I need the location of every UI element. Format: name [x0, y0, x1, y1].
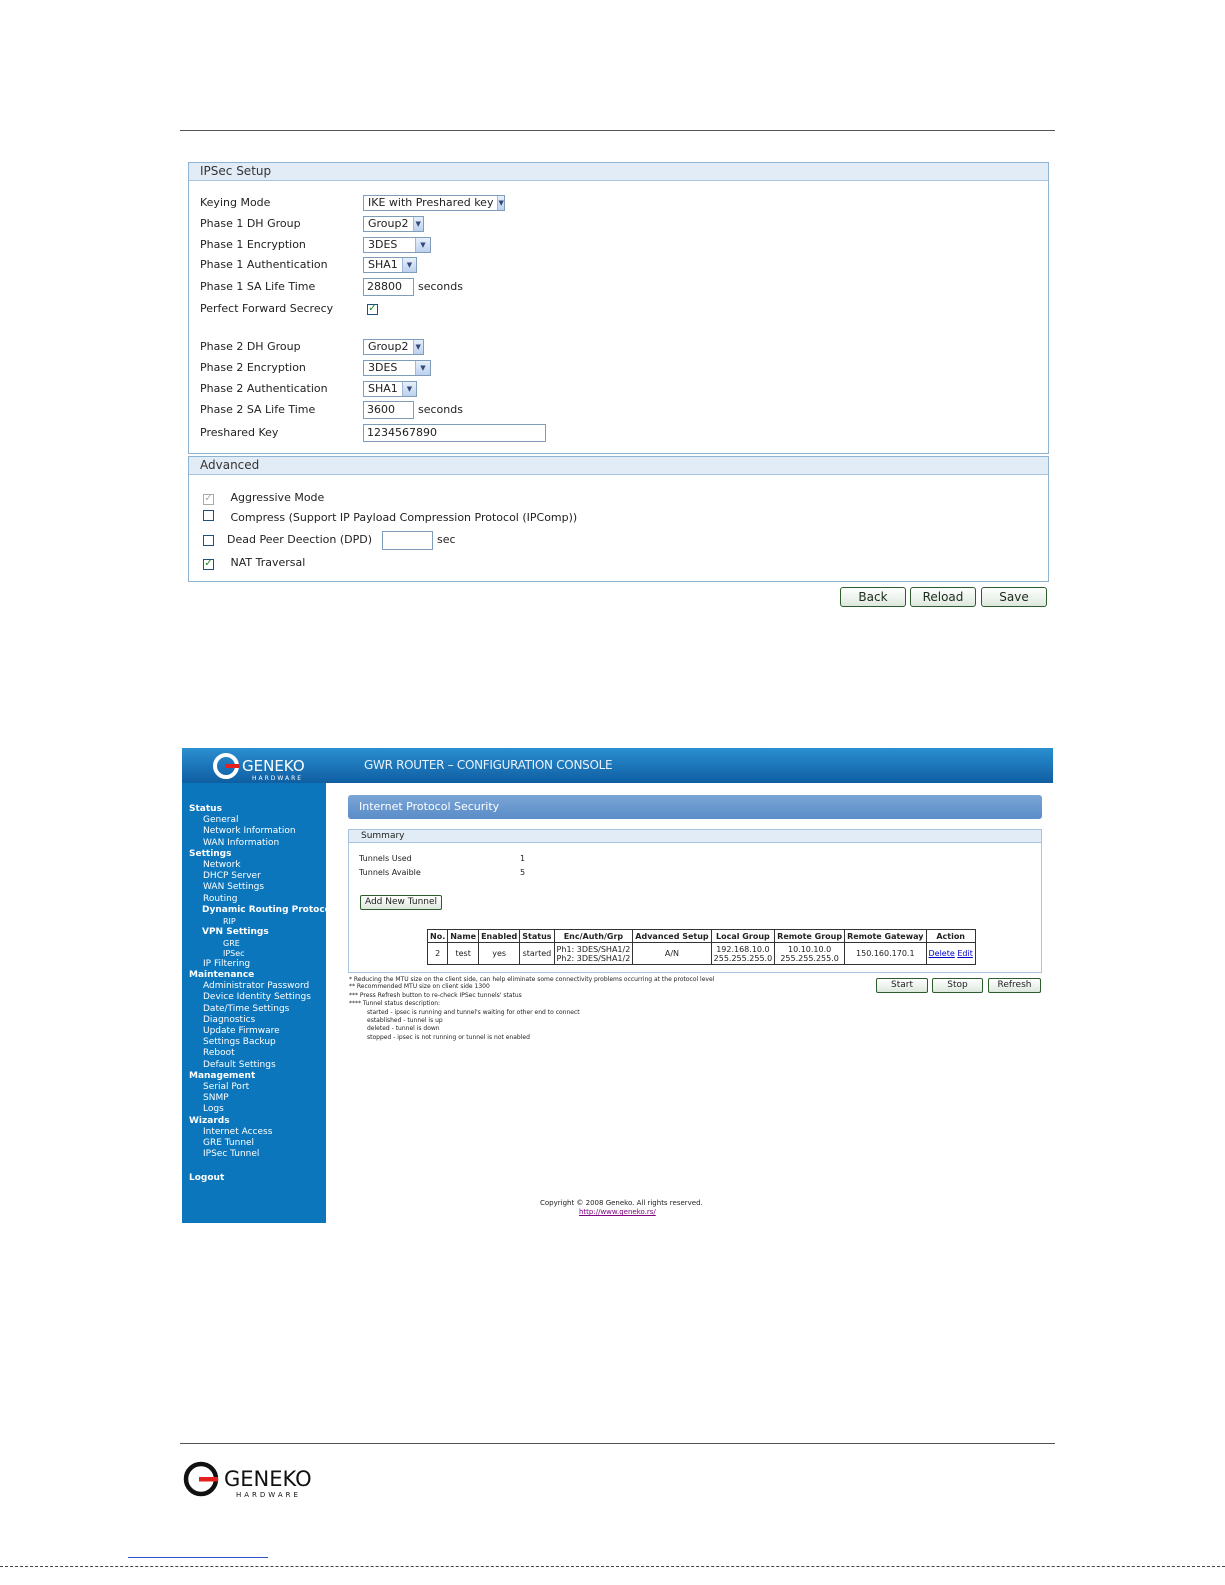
cell-enc: Ph1: 3DES/SHA1/2 Ph2: 3DES/SHA1/2: [554, 943, 633, 965]
phase2-life-unit: seconds: [418, 403, 463, 416]
phase1-dh-label: Phase 1 DH Group: [200, 217, 301, 230]
advanced-panel: [188, 456, 1049, 582]
note: ** Recommended MTU size on client side 1300: [349, 983, 490, 990]
col-action: Action: [926, 930, 975, 943]
sidebar-item-general[interactable]: General: [203, 815, 239, 826]
svg-text:GENEKO: GENEKO: [242, 757, 305, 775]
cell-no: 2: [428, 943, 448, 965]
sidebar-item-gre[interactable]: GRE: [223, 938, 240, 948]
tunnels-table: [427, 929, 976, 965]
sidebar-item-reboot[interactable]: Reboot: [203, 1048, 235, 1059]
phase2-enc-label: Phase 2 Encryption: [200, 361, 306, 374]
panel-title: Advanced: [189, 457, 1048, 475]
sidebar-item-network-information[interactable]: Network Information: [203, 826, 296, 837]
svg-text:HARDWARE: HARDWARE: [236, 1491, 301, 1499]
chevron-down-icon: ▼: [413, 217, 424, 231]
phase1-dh-select[interactable]: Group2 ▼: [363, 216, 424, 232]
aggressive-mode-label: Aggressive Mode: [230, 491, 325, 504]
tunnels-available-label: Tunnels Avaible: [359, 868, 421, 877]
phase2-enc-select[interactable]: 3DES ▼: [363, 360, 431, 376]
sidebar-item-dynamic-routing-protocol[interactable]: Dynamic Routing Protocol: [202, 904, 334, 915]
sidebar-item-ipsec-tunnel[interactable]: IPSec Tunnel: [203, 1149, 260, 1160]
chevron-down-icon: ▼: [402, 258, 416, 272]
geneko-url-link[interactable]: http://www.geneko.rs/: [579, 1208, 656, 1216]
phase1-enc-select[interactable]: 3DES ▼: [363, 237, 431, 253]
panel-title: IPSec Setup: [189, 163, 1048, 181]
sidebar-item-network[interactable]: Network: [203, 860, 241, 870]
stop-button[interactable]: Stop: [932, 978, 983, 993]
cell-name: test: [448, 943, 479, 965]
back-button[interactable]: Back: [840, 587, 906, 607]
sidebar: [182, 783, 334, 1223]
col-status: Status: [520, 930, 554, 943]
note: established - tunnel is up: [367, 1017, 443, 1024]
phase2-auth-label: Phase 2 Authentication: [200, 382, 328, 395]
pfs-label: Perfect Forward Secrecy: [200, 302, 334, 315]
sidebar-item-management[interactable]: Management: [189, 1070, 256, 1081]
phase1-life-input[interactable]: 28800: [363, 278, 414, 296]
console-title: GWR ROUTER – CONFIGURATION CONSOLE: [364, 758, 613, 772]
refresh-button[interactable]: Refresh: [988, 978, 1041, 993]
col-remote-gateway: Remote Gateway: [845, 930, 926, 943]
dpd-unit: sec: [437, 533, 456, 546]
note: * Reducing the MTU size on the client side, can help eliminate some connectivity problems occurring at the protocol level: [349, 976, 715, 983]
col-local-group: Local Group: [711, 930, 775, 943]
phase2-dh-label: Phase 2 DH Group: [200, 340, 301, 353]
chevron-down-icon: ▼: [415, 361, 430, 375]
footnote-rule: [128, 1557, 268, 1558]
sidebar-item-ip-filtering[interactable]: IP Filtering: [203, 958, 251, 969]
table-row: [428, 943, 976, 965]
sidebar-item-settings-backup[interactable]: Settings Backup: [203, 1037, 276, 1048]
footer-logo: [182, 1460, 322, 1500]
phase1-auth-select[interactable]: SHA1 ▼: [363, 257, 417, 273]
compress-checkbox[interactable]: [203, 510, 214, 521]
chevron-down-icon: ▼: [497, 196, 504, 210]
dpd-checkbox[interactable]: [203, 535, 214, 546]
sidebar-item-status[interactable]: Status: [189, 804, 222, 814]
phase2-auth-select[interactable]: SHA1 ▼: [363, 381, 417, 397]
phase2-enc-row: [200, 359, 426, 377]
copyright: Copyright © 2008 Geneko. All rights reserved.: [540, 1199, 703, 1207]
col-advanced: Advanced Setup: [633, 930, 711, 943]
pfs-row: [200, 300, 377, 318]
dpd-label: Dead Peer Deection (DPD): [227, 533, 373, 546]
svg-text:GENEKO: GENEKO: [224, 1467, 312, 1491]
svg-text:HARDWARE: HARDWARE: [252, 775, 304, 781]
note: *** Press Refresh button to re-check IPSec tunnels' status: [349, 992, 522, 999]
sidebar-item-dhcp-server[interactable]: DHCP Server: [203, 871, 261, 882]
compress-label: Compress (Support IP Payload Compression Protocol (IPComp)): [230, 511, 578, 524]
sidebar-item-administrator-password[interactable]: Administrator Password: [203, 981, 310, 992]
header-rule: [180, 130, 1055, 131]
sidebar-item-default-settings[interactable]: Default Settings: [203, 1059, 276, 1070]
chevron-down-icon: ▼: [413, 340, 424, 354]
phase2-auth-row: [200, 380, 413, 398]
chevron-down-icon: ▼: [402, 382, 416, 396]
compress-row: [203, 509, 577, 527]
cell-enabled: yes: [479, 943, 520, 965]
phase1-auth-label: Phase 1 Authentication: [200, 258, 328, 271]
note: started - ipsec is running and tunnel's waiting for other end to connect: [367, 1009, 580, 1016]
keying-mode-row: [200, 194, 504, 212]
cell-remote-group: 10.10.10.0 255.255.255.0: [775, 943, 845, 965]
phase2-dh-row: [200, 338, 421, 356]
ipsec-setup-panel: [188, 162, 1049, 454]
phase1-auth-row: [200, 256, 413, 274]
console-header: [182, 748, 1053, 783]
phase2-life-label: Phase 2 SA Life Time: [200, 403, 316, 416]
cell-action: [926, 943, 975, 965]
keying-mode-label: Keying Mode: [200, 196, 271, 209]
phase1-enc-label: Phase 1 Encryption: [200, 238, 306, 251]
nat-traversal-checkbox[interactable]: ✓: [204, 558, 213, 569]
phase1-life-row: [200, 278, 463, 296]
tunnels-used-value: 1: [520, 854, 526, 863]
delete-link[interactable]: Delete: [928, 949, 955, 958]
tunnels-available-value: 5: [520, 868, 526, 877]
phase2-life-row: [200, 401, 463, 419]
phase1-enc-row: [200, 236, 426, 254]
pfs-checkbox[interactable]: ✓: [368, 303, 377, 314]
page-title: Internet Protocol Security: [348, 795, 1042, 819]
note: deleted - tunnel is down: [367, 1025, 440, 1032]
sidebar-item-internet-access[interactable]: Internet Access: [203, 1126, 273, 1137]
save-button[interactable]: Save: [981, 587, 1047, 607]
col-enc: Enc/Auth/Grp: [554, 930, 633, 943]
geneko-logo: [212, 751, 320, 781]
phase1-life-label: Phase 1 SA Life Time: [200, 280, 316, 293]
tunnels-used-label: Tunnels Used: [359, 854, 412, 863]
summary-title: Summary: [349, 830, 1041, 843]
sidebar-item-diagnostics[interactable]: Diagnostics: [203, 1014, 256, 1025]
page-separator: [0, 1566, 1225, 1567]
dpd-input[interactable]: [382, 531, 433, 550]
sidebar-item-logout[interactable]: Logout: [189, 1173, 225, 1184]
preshared-key-row: [200, 424, 437, 442]
col-remote-group: Remote Group: [775, 930, 845, 943]
phase1-life-unit: seconds: [418, 280, 463, 293]
sidebar-item-ipsec[interactable]: IPSec: [223, 949, 245, 959]
preshared-key-label: Preshared Key: [200, 426, 279, 439]
cell-local-group: 192.168.10.0 255.255.255.0: [711, 943, 775, 965]
nat-traversal-row: [203, 554, 305, 572]
cell-status: started: [520, 943, 554, 965]
sidebar-item-routing[interactable]: Routing: [203, 893, 238, 904]
table-header-row: [428, 930, 976, 943]
start-button[interactable]: Start: [876, 978, 928, 993]
sidebar-item-update-firmware[interactable]: Update Firmware: [203, 1025, 280, 1036]
footer-rule: [180, 1443, 1055, 1444]
phase1-dh-row: [200, 215, 421, 233]
add-tunnel-button[interactable]: Add New Tunnel: [360, 895, 442, 910]
edit-link[interactable]: Edit: [957, 949, 973, 958]
preshared-key-input[interactable]: 1234567890: [363, 424, 546, 442]
sidebar-item-wizards[interactable]: Wizards: [189, 1115, 230, 1126]
sidebar-item-rip[interactable]: RIP: [223, 917, 236, 926]
config-console: [182, 748, 1053, 1223]
aggressive-mode-checkbox[interactable]: ✓: [204, 493, 213, 504]
phase2-dh-select[interactable]: Group2 ▼: [363, 339, 424, 355]
col-name: Name: [448, 930, 479, 943]
sidebar-item-vpn-settings[interactable]: VPN Settings: [202, 926, 269, 937]
phase2-life-input[interactable]: 3600: [363, 401, 414, 419]
note: **** Tunnel status description:: [349, 1000, 441, 1007]
sidebar-item-gre-tunnel[interactable]: GRE Tunnel: [203, 1137, 255, 1148]
keying-mode-select[interactable]: IKE with Preshared key ▼: [363, 195, 505, 211]
sidebar-item-maintenance[interactable]: Maintenance: [189, 969, 255, 980]
note: stopped - ipsec is not running or tunnel is not enabled: [367, 1034, 530, 1041]
sidebar-item-wan-information[interactable]: WAN Information: [203, 837, 280, 848]
col-no: No.: [428, 930, 448, 943]
cell-advanced: A/N: [633, 943, 711, 965]
sidebar-item-settings[interactable]: Settings: [189, 848, 232, 859]
sidebar-item-date-time-settings[interactable]: Date/Time Settings: [203, 1003, 290, 1014]
aggressive-mode-row: [203, 489, 324, 507]
sidebar-item-serial-port[interactable]: Serial Port: [203, 1081, 250, 1092]
reload-button[interactable]: Reload: [910, 587, 976, 607]
col-enabled: Enabled: [479, 930, 520, 943]
sidebar-item-wan-settings[interactable]: WAN Settings: [203, 882, 265, 893]
sidebar-item-snmp[interactable]: SNMP: [203, 1093, 229, 1104]
dpd-row: [203, 531, 456, 549]
chevron-down-icon: ▼: [415, 238, 430, 252]
sidebar-item-logs[interactable]: Logs: [203, 1104, 224, 1115]
cell-gateway: 150.160.170.1: [845, 943, 926, 965]
nat-traversal-label: NAT Traversal: [230, 556, 306, 569]
sidebar-item-device-identity-settings[interactable]: Device Identity Settings: [203, 992, 311, 1003]
